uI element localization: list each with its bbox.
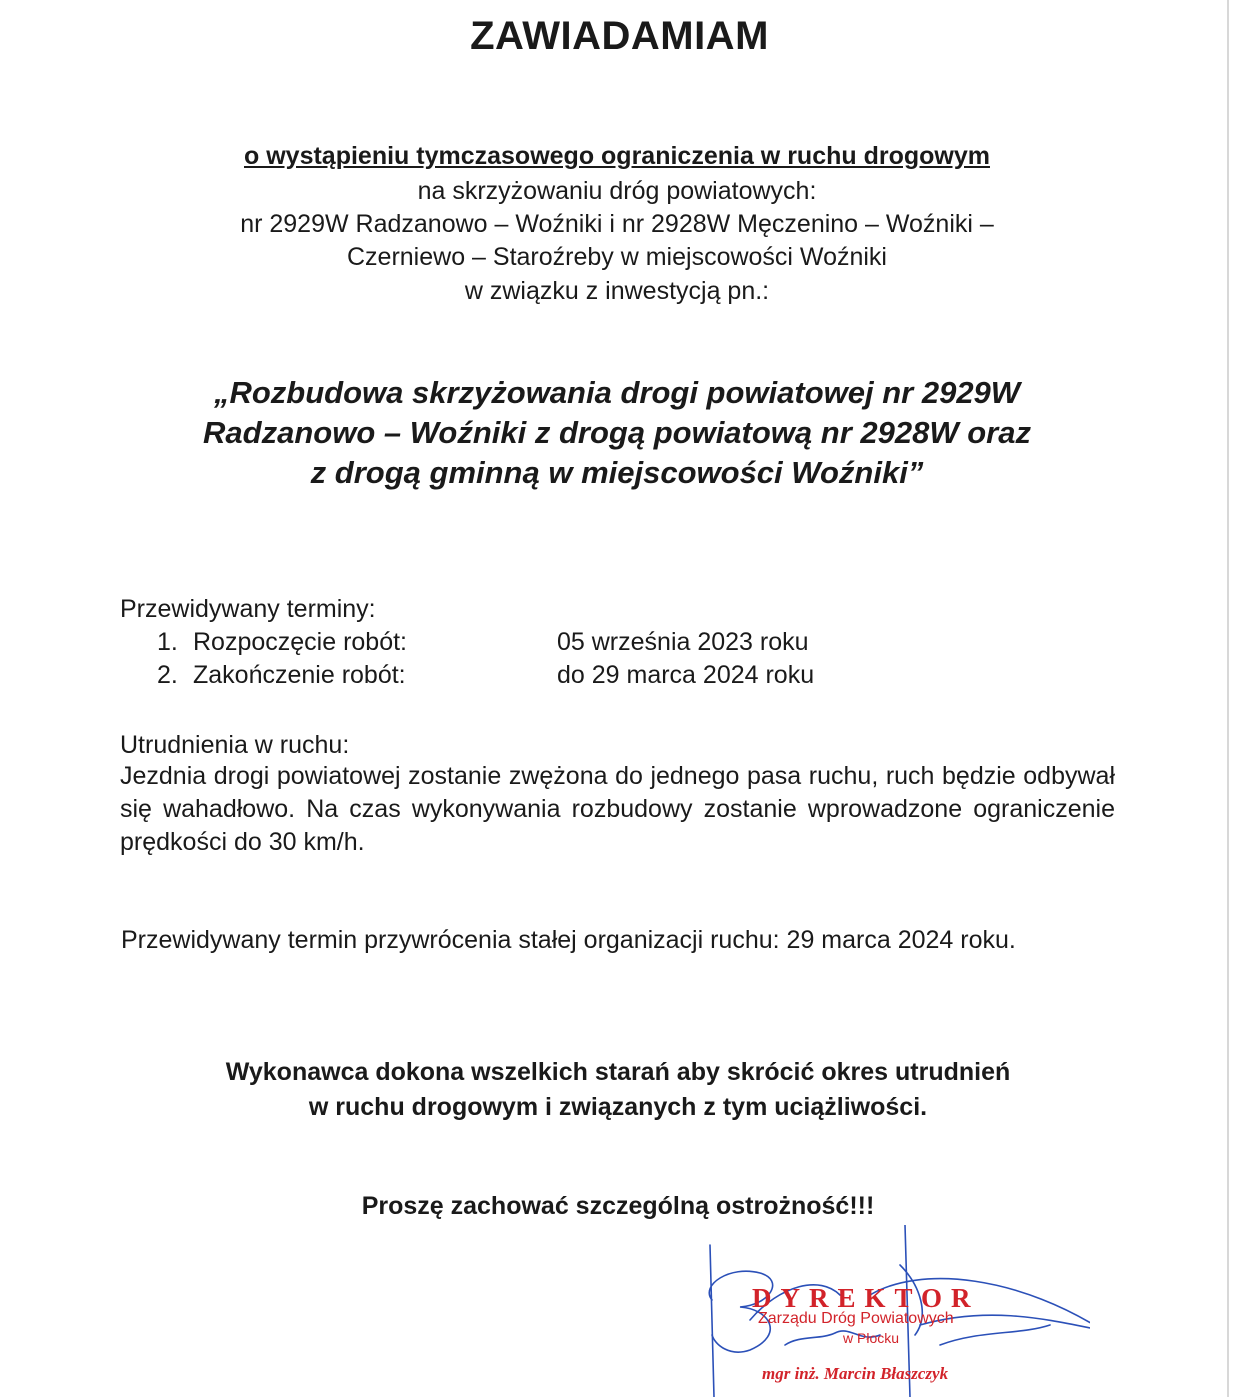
stamp-signatory-name: mgr inż. Marcin Błaszczyk [762, 1364, 949, 1383]
stamp-city: w Płocku [843, 1330, 900, 1346]
stamp-title: DYREKTOR [752, 1283, 980, 1313]
schedule-item-value: 05 września 2023 roku [557, 628, 809, 656]
schedule-item-number: 2. [157, 661, 178, 689]
location-line: na skrzyżowaniu dróg powiatowych: [417, 177, 817, 205]
caution-text: Proszę zachować szczególną ostrożność!!! [361, 1192, 875, 1220]
project-title-line: z drogą gminną w miejscowości Woźniki” [310, 455, 924, 490]
location-line: Czerniewo – Staroźreby w miejscowości Woźniki [347, 243, 887, 271]
schedule-label: Przewidywany terminy: [120, 595, 376, 623]
schedule-item-label: Rozpoczęcie robót: [193, 628, 408, 656]
difficulties-text: Jezdnia drogi powiatowej zostanie zwężona do jednego pasa ruchu, ruch będzie odbywał się wahadłowo. Na czas wykonywania rozbudowy zostanie wprowadzone ograniczenie prędkości do 30 km/h. [120, 762, 1115, 856]
document-title: ZAWIADAMIAM [470, 14, 769, 58]
difficulties-label: Utrudnienia w ruchu: [120, 731, 350, 759]
location-line: w związku z inwestycją pn.: [464, 277, 770, 305]
contractor-note-line: w ruchu drogowym i związanych z tym uciążliwości. [308, 1093, 928, 1121]
schedule-item-number: 1. [157, 628, 178, 656]
contractor-note-line: Wykonawca dokona wszelkich starań aby skrócić okres utrudnień [225, 1058, 1011, 1086]
restoration-date-text: Przewidywany termin przywrócenia stałej organizacji ruchu: 29 marca 2024 roku. [121, 926, 1016, 954]
project-title-line: Radzanowo – Woźniki z drogą powiatową nr 2928W oraz [203, 415, 1031, 450]
schedule-item-label: Zakończenie robót: [193, 661, 406, 689]
document-subtitle: o wystąpieniu tymczasowego ograniczenia w ruchu drogowym [244, 142, 990, 170]
project-title-line: „Rozbudowa skrzyżowania drogi powiatowej nr 2929W [213, 375, 1021, 410]
location-line: nr 2929W Radzanowo – Woźniki i nr 2928W Męczenino – Woźniki – [240, 210, 994, 238]
stamp-institution: Zarządu Dróg Powiatowych [758, 1310, 954, 1327]
schedule-item-value: do 29 marca 2024 roku [557, 661, 815, 689]
